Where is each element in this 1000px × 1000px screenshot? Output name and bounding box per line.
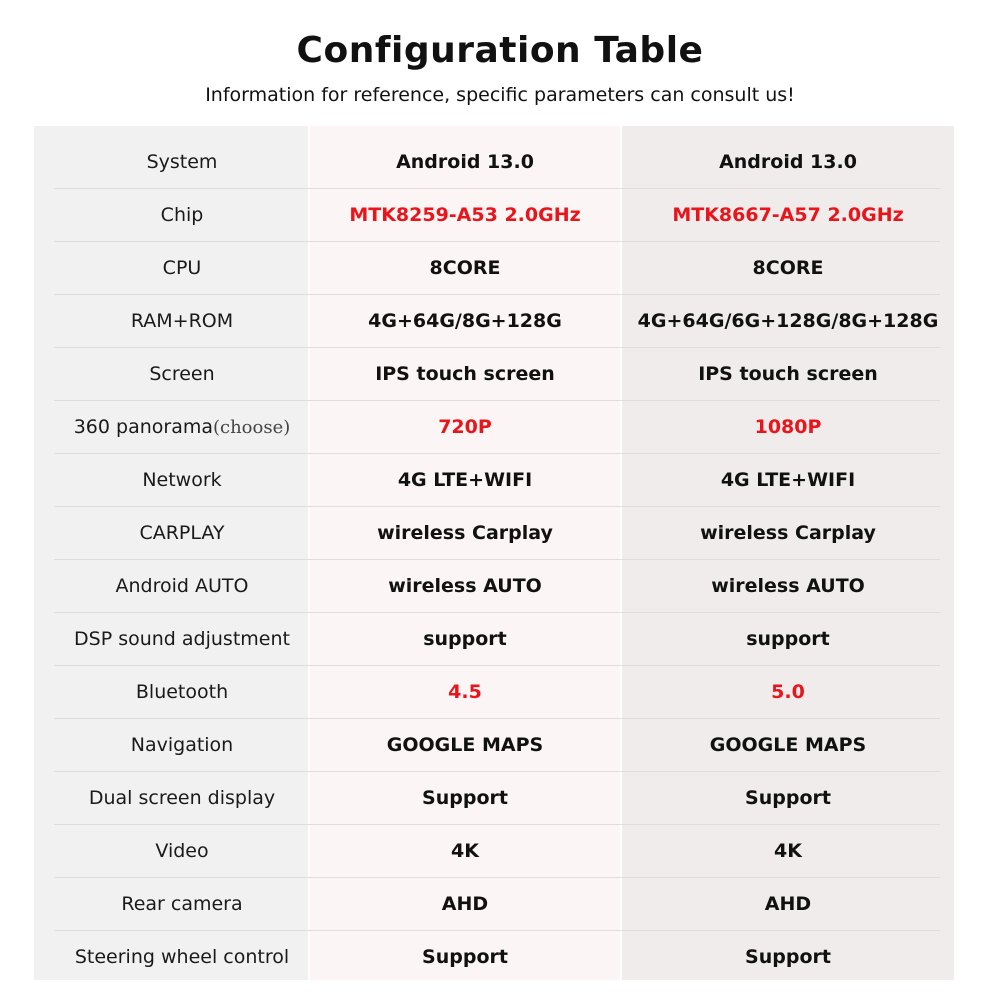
table-row — [34, 136, 954, 189]
page-title: Configuration Table — [296, 30, 704, 71]
row-label — [34, 772, 330, 825]
model-2-value: 4G LTE+WIFI — [720, 469, 856, 491]
table-row — [34, 560, 954, 613]
table-row — [34, 825, 954, 878]
model-1-value: Android 13.0 — [396, 151, 534, 173]
row-label-text: Network — [142, 469, 222, 491]
row-label — [34, 878, 330, 931]
model-2-value: Support — [745, 787, 831, 809]
row-label-text: CPU — [162, 257, 202, 279]
model-2-value: support — [746, 628, 830, 650]
table-row — [34, 189, 954, 242]
row-label — [34, 348, 330, 401]
table-row — [34, 454, 954, 507]
model-1-value: AHD — [441, 893, 489, 915]
model-1-value: support — [423, 628, 507, 650]
model-1-value: 4.5 — [448, 681, 482, 703]
model-1-value: Support — [422, 787, 508, 809]
table-row — [34, 666, 954, 719]
row-label-text: CARPLAY — [139, 522, 225, 544]
table-row — [34, 401, 954, 454]
row-label-text: Rear camera — [121, 893, 243, 915]
row-label — [34, 719, 330, 772]
model-2-value: wireless Carplay — [700, 522, 876, 544]
model-1-value: wireless Carplay — [377, 522, 553, 544]
table-row — [34, 772, 954, 825]
row-label-text: RAM+ROM — [130, 310, 234, 332]
model-1-value: GOOGLE MAPS — [386, 734, 544, 756]
table-row — [34, 613, 954, 666]
row-label — [34, 825, 330, 878]
model-1-value: MTK8259-A53 2.0GHz — [349, 204, 581, 226]
model-1-value: 4K — [451, 840, 479, 862]
model-1-value: Support — [422, 946, 508, 968]
row-label — [34, 666, 330, 719]
table-row — [34, 242, 954, 295]
model-2-value: 5.0 — [771, 681, 805, 703]
configuration-table — [34, 126, 954, 980]
model-1-value: IPS touch screen — [375, 363, 555, 385]
row-label — [34, 136, 330, 189]
row-label — [34, 401, 330, 454]
table-row — [34, 348, 954, 401]
row-label-text: 360 panorama — [73, 416, 213, 438]
row-label — [34, 931, 330, 984]
row-label — [34, 295, 330, 348]
row-label — [34, 454, 330, 507]
row-label-text: Chip — [160, 204, 204, 226]
row-label-text: System — [146, 151, 218, 173]
model-1-value: 8CORE — [429, 257, 501, 279]
model-2-value: 1080P — [754, 416, 822, 438]
row-label-text: Navigation — [130, 734, 234, 756]
row-label-text: Bluetooth — [135, 681, 229, 703]
row-label-note: (choose) — [212, 417, 291, 438]
row-label — [34, 560, 330, 613]
model-1-value: 4G+64G/8G+128G — [368, 310, 562, 332]
model-2-value: MTK8667-A57 2.0GHz — [672, 204, 904, 226]
row-label — [34, 242, 330, 295]
row-label-text: Dual screen display — [88, 787, 276, 809]
model-2-value: Android 13.0 — [719, 151, 857, 173]
model-2-value: 4G+64G/6G+128G/8G+128G — [637, 310, 939, 332]
row-label-text: Steering wheel control — [74, 946, 290, 968]
model-1-value: 720P — [438, 416, 492, 438]
row-label-text: Video — [155, 840, 209, 862]
model-1-value: wireless AUTO — [388, 575, 542, 597]
row-label — [34, 613, 330, 666]
model-2-value: AHD — [764, 893, 812, 915]
table-row — [34, 878, 954, 931]
table-row — [34, 719, 954, 772]
model-2-value: Support — [745, 946, 831, 968]
table-row — [34, 931, 954, 984]
row-label — [34, 189, 330, 242]
page-subtitle: Information for reference, specific parameters can consult us! — [205, 84, 795, 106]
model-1-value: 4G LTE+WIFI — [397, 469, 533, 491]
model-2-value: IPS touch screen — [698, 363, 878, 385]
row-label-text: Screen — [149, 363, 215, 385]
model-2-value: 4K — [774, 840, 802, 862]
table-row — [34, 295, 954, 348]
model-2-value: GOOGLE MAPS — [709, 734, 867, 756]
model-2-value: wireless AUTO — [711, 575, 865, 597]
table-row — [34, 507, 954, 560]
model-2-value: 8CORE — [752, 257, 824, 279]
row-label-text: Android AUTO — [115, 575, 249, 597]
row-label-text: DSP sound adjustment — [74, 628, 290, 650]
row-label — [34, 507, 330, 560]
